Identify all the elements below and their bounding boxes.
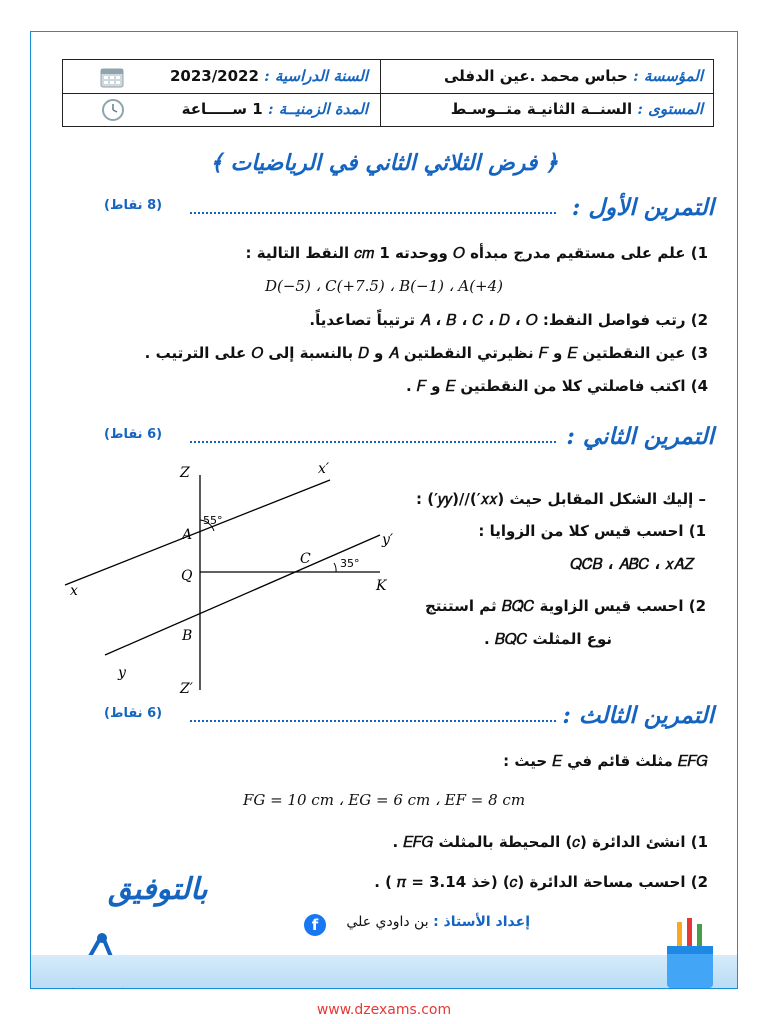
ex2-q2b: نوع المثلث 𝐵𝑄𝐶 . (484, 630, 612, 648)
exercise-1-title: التمرين الأول : (571, 194, 714, 221)
angle-c-value: 35° (340, 557, 360, 570)
ex2-angles: 𝑄𝐶𝐵̂ ، 𝐴𝐵𝐶̂ ، 𝑥𝐴𝑍̂ (570, 555, 693, 573)
ex3-q2: 2) احسب مساحة الدائرة (𝑐) (خذ 3.14 = 𝜋 ) . (374, 873, 708, 891)
angle-a-value: 55° (203, 514, 223, 527)
ex2-q1: 1) احسب قيس كلا من الزوايا : (478, 522, 706, 540)
calendar-icon (99, 65, 125, 89)
exam-title: ﴿ فرض الثلاثي الثاني في الرياضيات ﴾ (209, 150, 558, 176)
year-label: السنة الدراسية : (264, 67, 368, 85)
ex3-intro: 𝐸𝐹𝐺 مثلث قائم في 𝐸 حيث : (503, 752, 708, 770)
ex1-q1-points: 𝐷(−5) ، 𝐶(+7.5) ، 𝐵(−1) ، 𝐴(+4) (264, 277, 504, 295)
label-y: y (118, 665, 126, 681)
label-x: x (70, 583, 78, 599)
good-luck-text: بالتوفيق (108, 872, 208, 907)
ex3-q1: 1) انشئ الدائرة (𝑐) المحيطة بالمثلث 𝐸𝐹𝐺 . (392, 833, 708, 851)
exercise-2-title: التمرين الثاني : (566, 423, 714, 450)
school-cell (444, 60, 703, 93)
level-value: السنــة الثانيـة متــوسـط (450, 100, 633, 118)
ex1-q2: 2) رتب فواصل النقط: 𝐴 ، 𝐵 ، 𝐶 ، 𝐷 ، 𝑂 ترتيباً تصاعدياً. (309, 311, 708, 329)
dotted-divider (190, 212, 556, 214)
exercise-1-points: (8 نقاط) (104, 198, 163, 213)
pencil-cup-icon (655, 918, 725, 990)
geometry-figure (60, 455, 400, 705)
facebook-icon[interactable]: f (304, 914, 326, 936)
label-z: Z (180, 465, 190, 481)
level-label: المستوى : (637, 100, 703, 118)
year-cell (170, 60, 368, 93)
duration-value: 1 ســـــاعة (181, 100, 263, 118)
header-table (62, 59, 714, 127)
level-cell (451, 93, 703, 126)
duration-label: المدة الزمنيــة : (267, 100, 368, 118)
label-c: C (300, 551, 311, 567)
exercise-3-points: (6 نقاط) (104, 706, 163, 721)
footer-band (31, 955, 737, 988)
prepared-label: إعداد الأستاذ : (433, 914, 530, 930)
dotted-divider (190, 441, 556, 443)
dotted-divider (190, 720, 556, 722)
label-zp: Z′ (180, 681, 193, 697)
website-link[interactable]: www.dzexams.com (316, 1002, 452, 1018)
exercise-3-heading (104, 702, 714, 736)
ex1-q4: 4) اكتب فاصلتي كلا من النقطتين 𝐸 و 𝐹 . (405, 377, 708, 395)
school-value: حباس محمد .عين الدفلى (443, 67, 628, 85)
exercise-3-title: التمرين الثالث : (562, 702, 714, 729)
label-a: A (182, 527, 193, 543)
prepared-by (346, 914, 530, 930)
ex1-q1: 1) علم على مستقيم مدرج مبدأه 𝑂 ووحدته 1 𝑐𝑚 النقط التالية : (245, 244, 708, 262)
exercise-2-points: (6 نقاط) (104, 427, 163, 442)
exercise-1-heading (104, 194, 714, 228)
prepared-value: بن داودي علي (346, 914, 429, 930)
ex2-intro: – إليك الشكل المقابل حيث (𝑥𝑥′)//(𝑦𝑦′) : (416, 490, 706, 508)
exercise-2-heading (104, 423, 714, 457)
angle-arc-c (334, 563, 336, 572)
duration-cell (182, 93, 368, 126)
label-b: B (182, 628, 193, 644)
ex1-q3: 3) عين النقطتين 𝐸 و 𝐹 نظيرتي النقطتين 𝐴 و 𝐷 بالنسبة إلى 𝑂 على الترتيب . (144, 344, 708, 362)
label-q: Q (181, 568, 193, 584)
label-xp: x′ (318, 461, 330, 477)
school-label: المؤسسة : (633, 67, 703, 85)
ex3-lengths: 𝐹𝐺 = 10 𝑐𝑚 ، 𝐸𝐺 = 6 𝑐𝑚 ، 𝐸𝐹 = 8 𝑐𝑚 (242, 791, 526, 809)
label-k: K (376, 578, 387, 594)
line-xx (65, 480, 330, 585)
ex2-q2a: 2) احسب قيس الزاوية 𝐵𝑄𝐶̂ ثم استنتج (424, 597, 706, 615)
label-yp: y′ (382, 532, 394, 548)
clock-icon (101, 98, 125, 122)
year-value: 2023/2022 (169, 67, 259, 85)
